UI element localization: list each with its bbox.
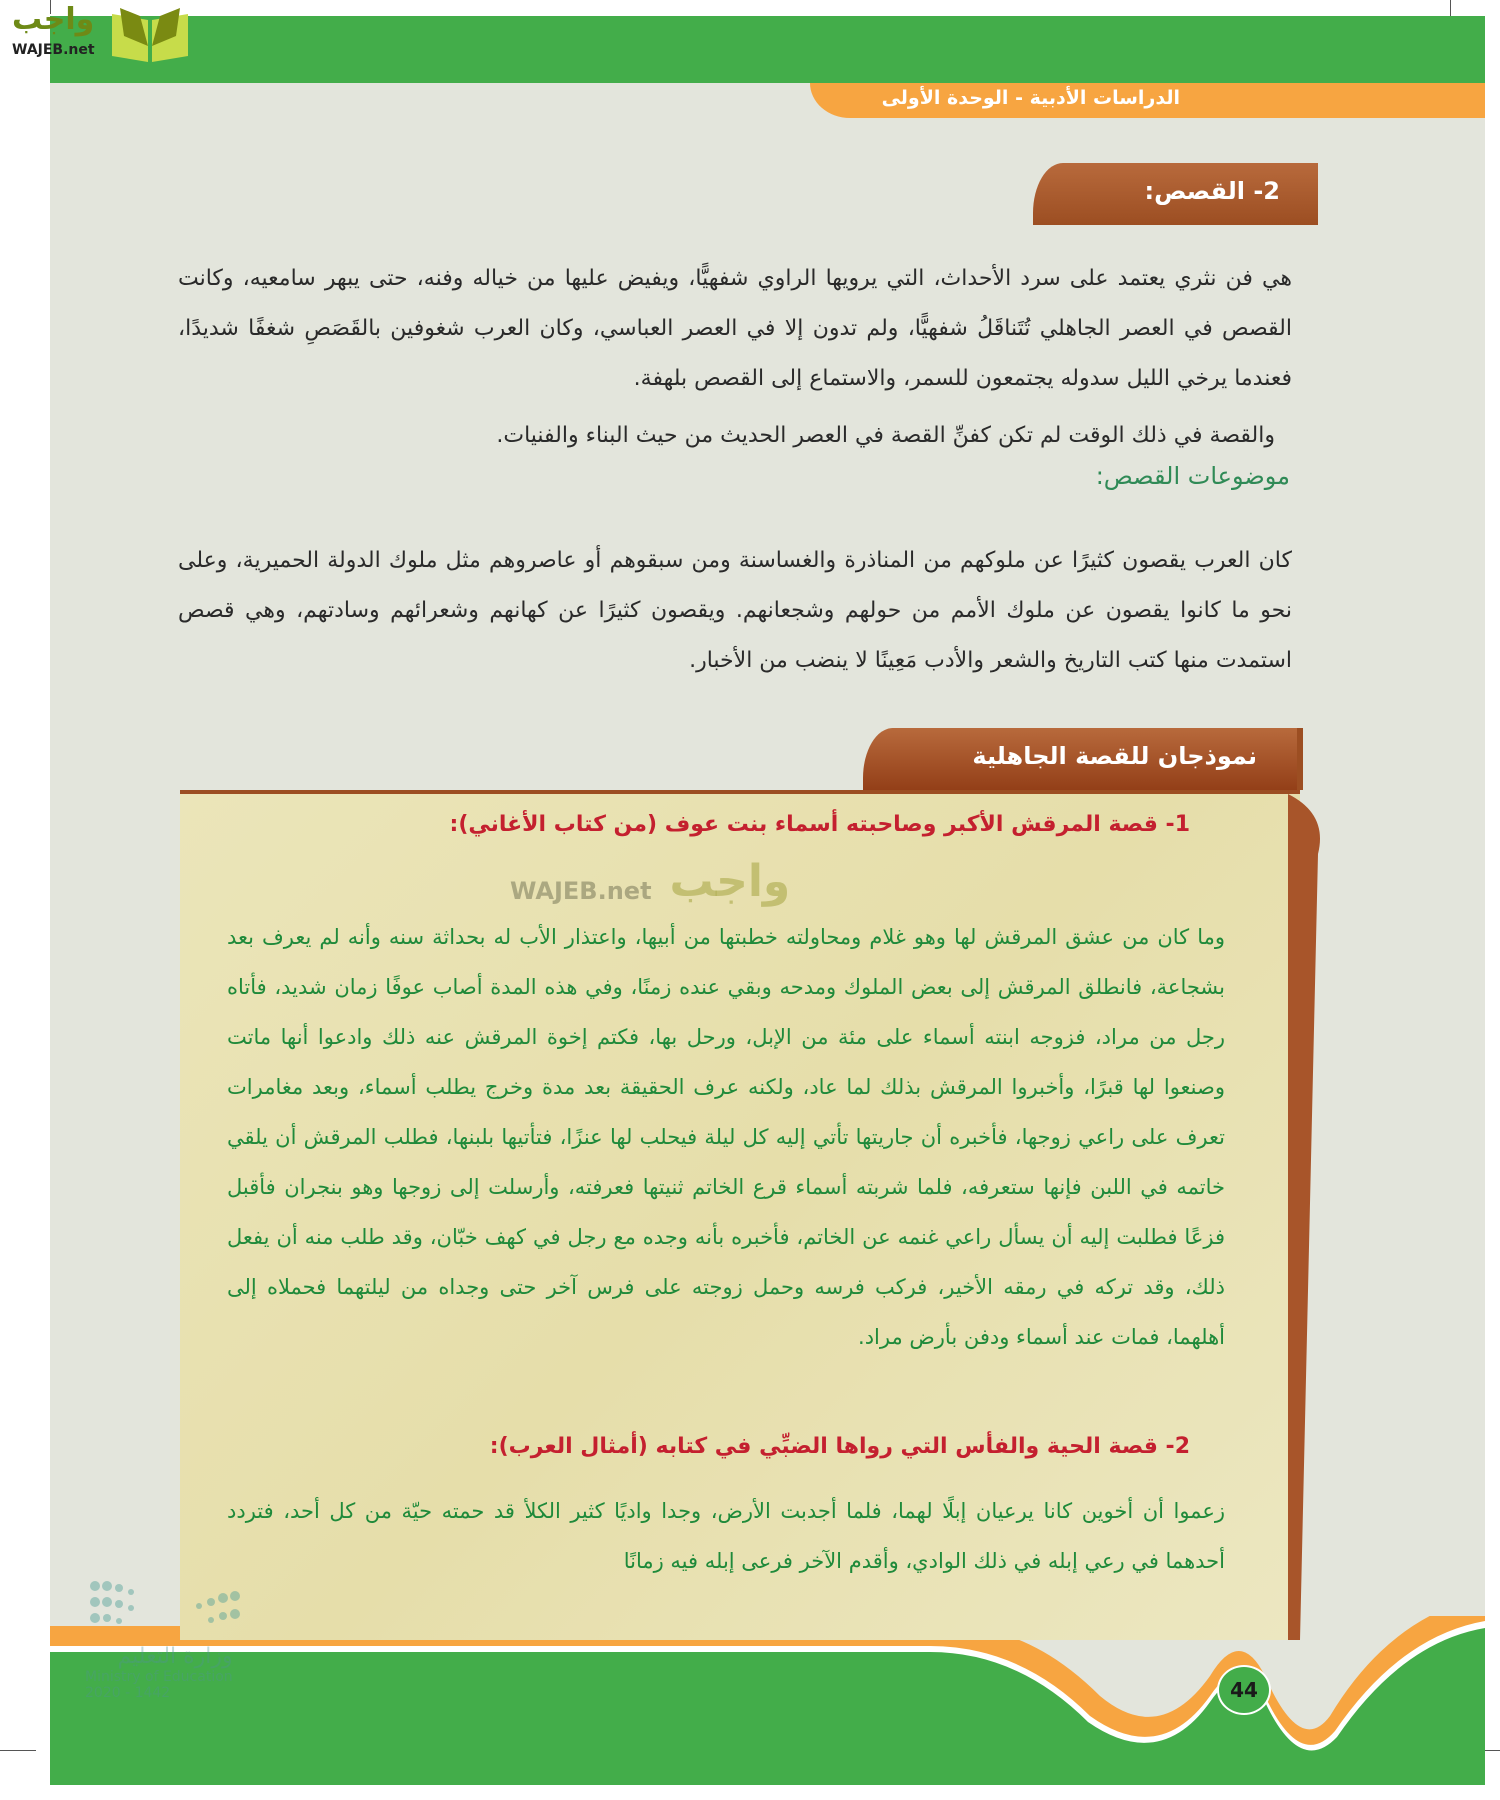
textbook-page	[50, 16, 1485, 1785]
box-curved-edge	[1288, 794, 1328, 1640]
story1-text: وما كان من عشق المرقش لها وهو غلام ومحاولته خطبتها من أبيها، واعتذار الأب له بحداثة سنه وأنه لم يعرف بعد بشجاعة، فانطلق المرقش إلى بعض الملوك ومدحه وبقي عنده زمنًا، وفي هذه المدة أصاب عوفًا زمان شديد، فأتاه رجل من مراد، فزوجه ابنته أسماء على مئة من الإبل، ورحل بها، فكتم إخوة المرقش عنه ذلك وادعوا أنها ماتت وصنعوا لها قبرًا، وأخبروا المرقش بذلك لما عاد، ولكنه عرف الحقيقة بعد مدة وخرج يطلب أسماء، وبعد مغامرات تعرف على راعي زوجها، فأخبره أن جاريتها تأتي إليه كل ليلة فيحلب لها عنزًا، فتأتيها بلبنها، فطلب المرقش أن يلقي خاتمه في اللبن فإنها ستعرفه، فلما شربته أسماء قرع الخاتم ثنيتها فعرفته، وأرسلت إلى زوجها وهو بنجران فأقبل فزعًا فطلبت إليه أن يسأل راعي غنمه عن الخاتم، فأخبره بأنه وجده مع رجل في كهف خبّان، وقد طلب منه أن يفعل ذلك، وقد تركه في رمقه الأخير، فركب فرسه وحمل زوجته على فرس آخر حتى وجداه من ليلتهما فحملاه إلى أهلهما، فمات عند أسماء ودفن بأرض مراد.	[227, 925, 1225, 1349]
paragraph-definition: هي فن نثري يعتمد على سرد الأحداث، التي يرويها الراوي شفهيًّا، ويفيض عليها من خياله وفنه، حتى يبهر سامعيه، وكانت القصص في العصر الجاهلي تُتَناقَلُ شفهيًّا، ولم تدون إلا في العصر العباسي، وكان العرب شغوفين بالقَصَصِ شغفًا شديدًا، فعندما يرخي الليل سدوله يجتمعون للسمر، والاستماع إلى القصص بلهفة.	[178, 266, 1292, 391]
ministry-name-ar: وزارة التعليم	[117, 1644, 233, 1669]
crop-mark	[0, 1750, 36, 1751]
watermark-ar: واجب	[669, 856, 791, 907]
unit-band	[810, 83, 1485, 118]
story2-title: 2- قصة الحية والفأس التي رواها الضبِّي في كتابه (أمثال العرب):	[489, 1434, 1190, 1459]
logo-text-ar: واجب	[12, 2, 95, 37]
watermark	[510, 852, 790, 908]
logo-text-en: WAJEB.net	[12, 42, 95, 58]
section-title-banner	[1033, 163, 1318, 225]
examples-title: نموذجان للقصة الجاهلية	[972, 742, 1257, 770]
book-icon	[110, 6, 190, 64]
breadcrumb: الدراسات الأدبية - الوحدة الأولى	[881, 87, 1180, 109]
wajeb-logo[interactable]	[0, 0, 195, 66]
ministry-name-en: Ministry of Education	[85, 1669, 233, 1685]
ministry-logo	[85, 1644, 233, 1701]
ministry-logo-dots	[85, 1576, 245, 1646]
paragraph-comparison: والقصة في ذلك الوقت لم تكن كفنِّ القصة في العصر الحديث من حيث البناء والفنيات.	[496, 423, 1275, 448]
watermark-en: WAJEB.net	[510, 877, 652, 905]
examples-banner	[863, 728, 1303, 790]
examples-box	[180, 794, 1300, 1640]
page-number: 44	[1217, 1665, 1271, 1715]
paragraph-topics: كان العرب يقصون كثيرًا عن ملوكهم من المناذرة والغساسنة ومن سبقوهم أو عاصروهم مثل ملوك الدولة الحميرية، وعلى نحو ما كانوا يقصون عن ملوك الأمم من حولهم وشجعانهم. ويقصون كثيرًا عن كهانهم وشعرائهم وسادتهم، وهي قصص استمدت منها كتب التاريخ والشعر والأدب مَعِينًا لا ينضب من الأخبار.	[178, 548, 1292, 673]
subheading-topics: موضوعات القصص:	[1095, 462, 1290, 490]
ministry-year: 2020 - 1442	[85, 1685, 171, 1701]
footer-wave	[50, 1616, 1485, 1785]
section-title: 2- القصص:	[1144, 177, 1280, 205]
story1-title: 1- قصة المرقش الأكبر وصاحبته أسماء بنت عوف (من كتاب الأغاني):	[449, 812, 1190, 837]
header-band	[50, 16, 1485, 83]
story2-text: زعموا أن أخوين كانا يرعيان إبلًا لهما، فلما أجدبت الأرض، وجدا واديًا كثير الكلأ قد حمته حيّة من كل أحد، فتردد أحدهما في رعي إبله في ذلك الوادي، وأقدم الآخر فرعى إبله فيه زمانًا	[227, 1499, 1225, 1573]
